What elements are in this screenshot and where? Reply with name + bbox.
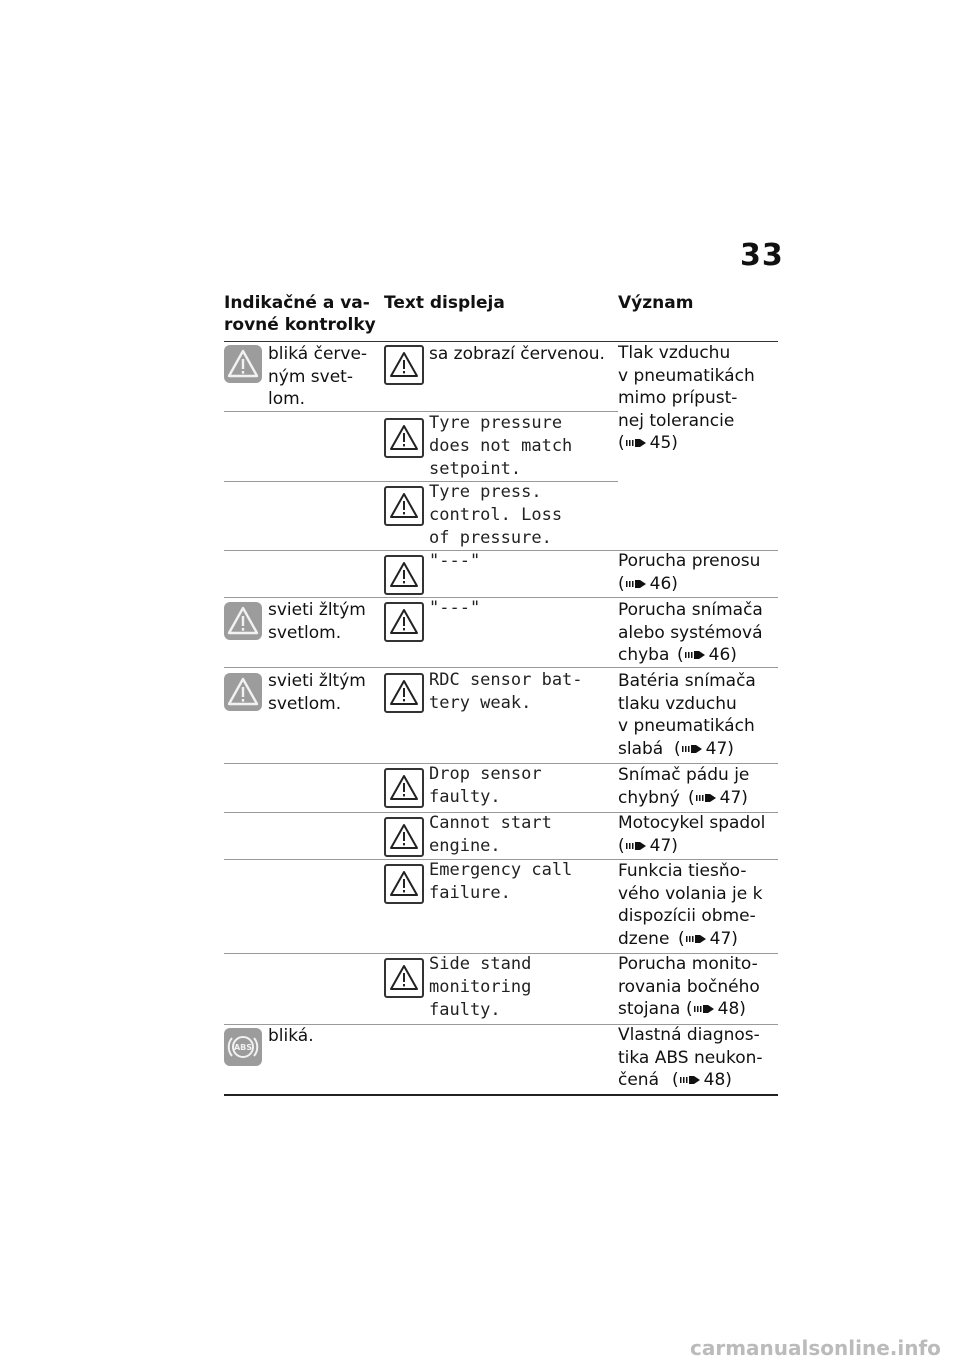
meaning-text: Porucha monito- rovania bočného stojana bbox=[618, 954, 760, 1019]
page-number: 33 bbox=[740, 238, 784, 273]
page-reference-number: 47) bbox=[709, 929, 738, 949]
table-divider bbox=[224, 667, 778, 668]
warning-triangle-icon bbox=[384, 673, 424, 713]
page-reference-arrow-icon bbox=[684, 648, 706, 662]
indicator-description: svieti žltým svetlom. bbox=[268, 600, 366, 643]
page-reference-number: 48) bbox=[703, 1070, 732, 1090]
indicator-description: bliká. bbox=[268, 1026, 314, 1046]
warning-triangle-icon bbox=[224, 345, 262, 383]
page-reference-arrow-icon bbox=[625, 839, 647, 853]
warning-triangle-icon bbox=[384, 817, 424, 857]
meaning-text: Funkcia tiesňo- vého volania je k dispozícii obme- dzene bbox=[618, 861, 763, 949]
page-reference: ( 47) bbox=[688, 788, 748, 808]
page-reference-arrow-icon bbox=[685, 932, 707, 946]
meaning-text: Porucha snímača alebo systémová chyba bbox=[618, 600, 763, 665]
page-reference: ( 45) bbox=[618, 433, 678, 453]
page-reference-arrow-icon bbox=[695, 791, 717, 805]
page-reference-arrow-icon bbox=[625, 436, 647, 450]
page-reference-arrow-icon bbox=[625, 577, 647, 591]
warning-triangle-icon bbox=[384, 958, 424, 998]
page-reference: ( 48) bbox=[672, 1070, 732, 1090]
warning-triangle-icon bbox=[384, 555, 424, 595]
table-divider bbox=[224, 597, 778, 598]
indicator-description: svieti žltým svetlom. bbox=[268, 671, 366, 714]
display-text: RDC sensor bat- tery weak. bbox=[429, 670, 583, 713]
meaning-text: Porucha prenosu bbox=[618, 551, 761, 571]
page-reference: ( 46) bbox=[618, 574, 678, 594]
page-reference-arrow-icon bbox=[679, 1073, 701, 1087]
page-reference: ( 48) bbox=[686, 999, 746, 1019]
meaning-text: Vlastná diagnos- tika ABS neukon- čená bbox=[618, 1025, 763, 1090]
header-display-text: Text displeja bbox=[384, 293, 505, 313]
page-reference-number: 47) bbox=[649, 836, 678, 856]
indicator-description: bliká červe- ným svet- lom. bbox=[268, 344, 368, 409]
meaning-text: Tlak vzduchu v pneumatikách mimo prípust- nej tolerancie bbox=[618, 343, 755, 431]
meaning-text: Batéria snímača tlaku vzduchu v pneumatikách slabá bbox=[618, 671, 756, 759]
display-text: Drop sensor faulty. bbox=[429, 764, 542, 807]
page-reference-number: 45) bbox=[649, 433, 678, 453]
page-reference-number: 47) bbox=[719, 788, 748, 808]
warning-triangle-icon bbox=[384, 486, 424, 526]
display-text: Side stand monitoring faulty. bbox=[429, 954, 532, 1020]
warning-triangle-icon bbox=[224, 673, 262, 711]
header-indicator-lights: Indikačné a va- rovné kontrolky bbox=[224, 293, 376, 335]
page-reference-number: 46) bbox=[649, 574, 678, 594]
warning-triangle-icon bbox=[384, 768, 424, 808]
page-reference-number: 47) bbox=[705, 739, 734, 759]
warning-triangle-icon bbox=[384, 864, 424, 904]
warning-triangle-icon bbox=[384, 602, 424, 642]
page-reference: ( 47) bbox=[678, 929, 738, 949]
page-reference: ( 46) bbox=[677, 645, 737, 665]
page-reference-arrow-icon bbox=[693, 1002, 715, 1016]
warning-triangle-icon bbox=[384, 345, 424, 385]
display-text: Cannot start engine. bbox=[429, 813, 552, 856]
display-text: sa zobrazí červenou. bbox=[429, 344, 605, 364]
abs-icon bbox=[224, 1028, 262, 1066]
display-text: Emergency call failure. bbox=[429, 860, 573, 903]
warning-triangle-icon bbox=[224, 602, 262, 640]
page-reference-number: 46) bbox=[708, 645, 737, 665]
header-meaning: Význam bbox=[618, 293, 694, 313]
footer-watermark: carmanualsonline.info bbox=[690, 1336, 941, 1360]
svg-text:ABS: ABS bbox=[233, 1043, 253, 1052]
meaning-text: Snímač pádu je chybný bbox=[618, 765, 750, 808]
table-bottom-rule bbox=[224, 1094, 778, 1096]
display-text: Tyre press. control. Loss of pressure. bbox=[429, 482, 563, 548]
display-text: "---" bbox=[429, 598, 481, 618]
meaning-text: Motocykel spadol bbox=[618, 813, 766, 833]
page-reference-number: 48) bbox=[717, 999, 746, 1019]
display-text: Tyre pressure does not match setpoint. bbox=[429, 413, 573, 479]
page-reference: ( 47) bbox=[674, 739, 734, 759]
page-reference-arrow-icon bbox=[681, 742, 703, 756]
page-reference: ( 47) bbox=[618, 836, 678, 856]
display-text: "---" bbox=[429, 551, 481, 571]
warning-triangle-icon bbox=[384, 418, 424, 458]
